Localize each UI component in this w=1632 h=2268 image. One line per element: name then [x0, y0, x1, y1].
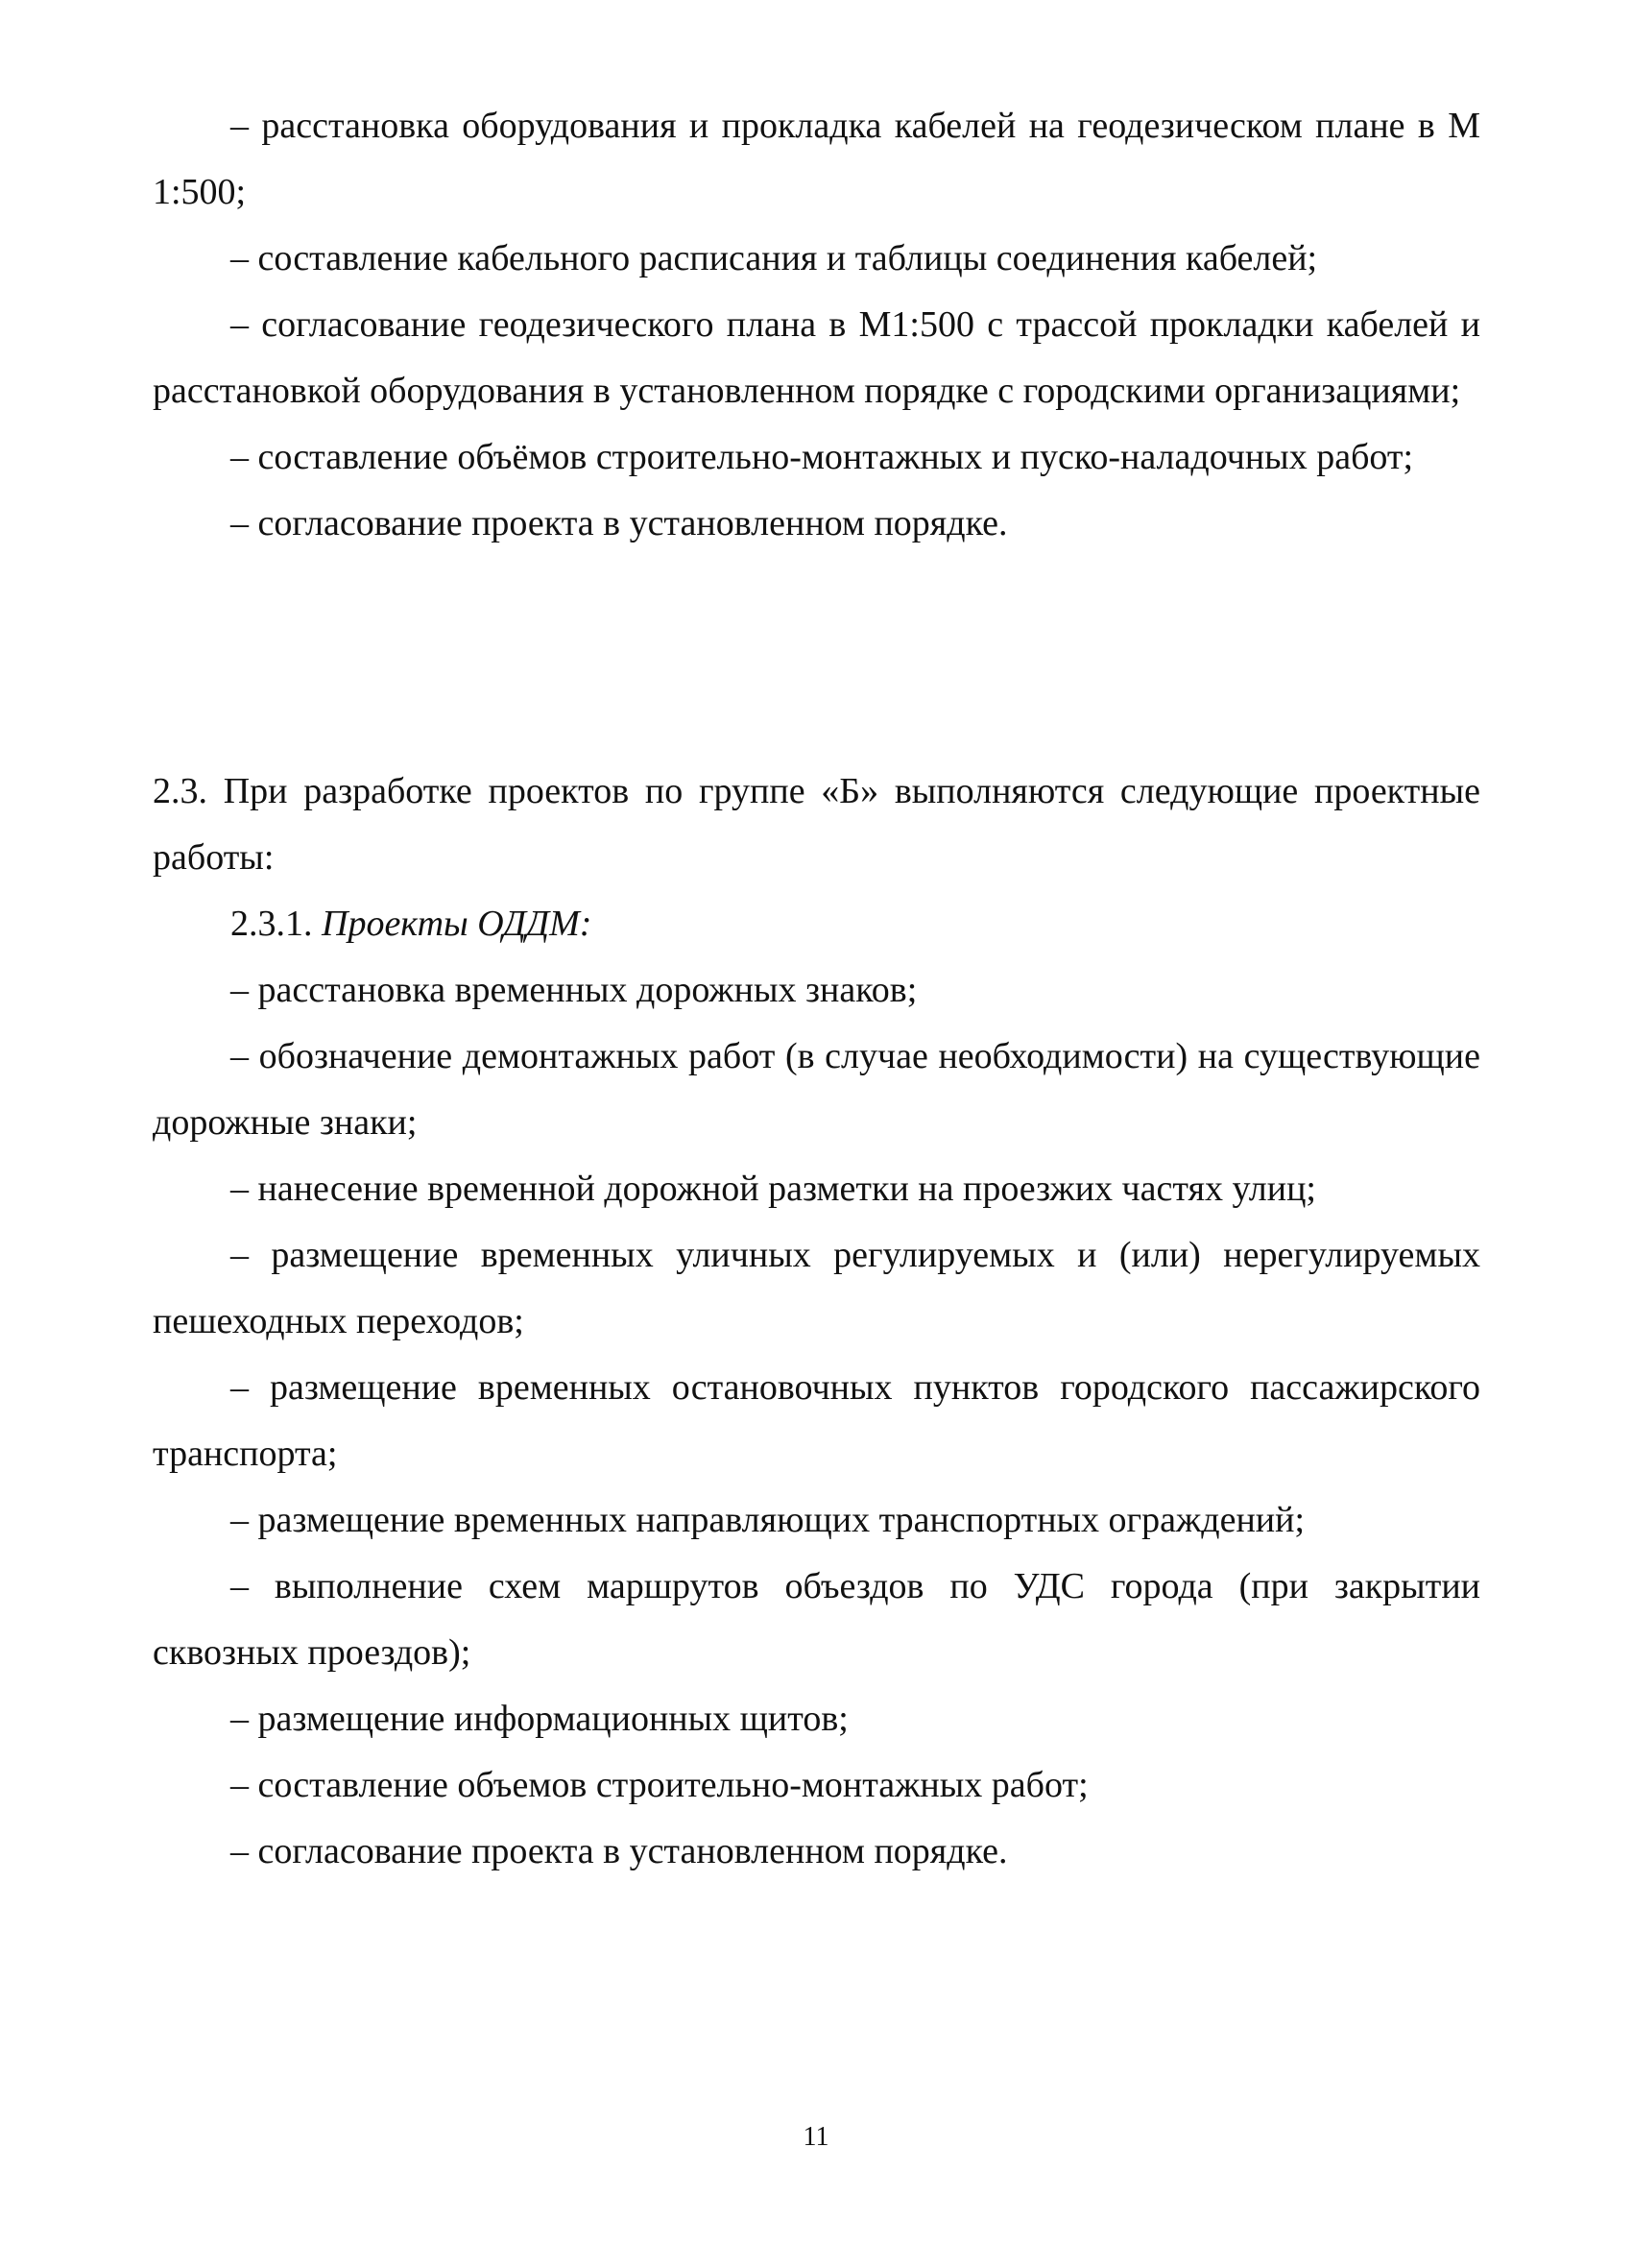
list-item: – выполнение схем маршрутов объездов по УДС города (при закрытии сквозных проездов); [153, 1566, 1480, 1673]
list-item: – согласование проекта в установленном порядке. [230, 1831, 1008, 1871]
section-heading: 2.3. При разработке проектов по группе «Б» выполняются следующие проектные работы: [153, 771, 1480, 878]
list-item: – составление объёмов строительно-монтажных и пуско-наладочных работ; [230, 437, 1414, 477]
list-item: – размещение временных направляющих транспортных ограждений; [230, 1500, 1306, 1540]
list-item: – размещение временных остановочных пунктов городского пассажирского транспорта; [153, 1367, 1480, 1474]
subsection-title: Проекты ОДДМ: [322, 904, 592, 944]
section-2-3 [153, 759, 1480, 1885]
subsection-heading [153, 891, 1480, 957]
list-item: – составление объемов строительно-монтажных работ; [230, 1765, 1089, 1805]
equipment-works-list [153, 93, 1480, 557]
list-item: – обозначение демонтажных работ (в случае необходимости) на существующие дорожные знаки; [153, 1036, 1480, 1143]
list-item: – составление кабельного расписания и таблицы соединения кабелей; [230, 238, 1318, 278]
list-item: – нанесение временной дорожной разметки на проезжих частях улиц; [230, 1169, 1316, 1209]
subsection-number: 2.3.1. [230, 904, 313, 944]
list-item: – расстановка временных дорожных знаков; [230, 970, 918, 1010]
list-item: – согласование геодезического плана в М1:500 с трассой прокладки кабелей и расстановкой оборудования в установленном порядке с городскими организациями; [153, 304, 1480, 411]
list-item: – расстановка оборудования и прокладка кабелей на геодезическом плане в М 1:500; [153, 106, 1480, 212]
list-item: – согласование проекта в установленном порядке. [230, 503, 1008, 543]
list-item: – размещение временных уличных регулируемых и (или) нерегулируемых пешеходных переходов; [153, 1235, 1480, 1341]
list-item: – размещение информационных щитов; [230, 1699, 849, 1739]
page-number: 11 [803, 2122, 829, 2152]
